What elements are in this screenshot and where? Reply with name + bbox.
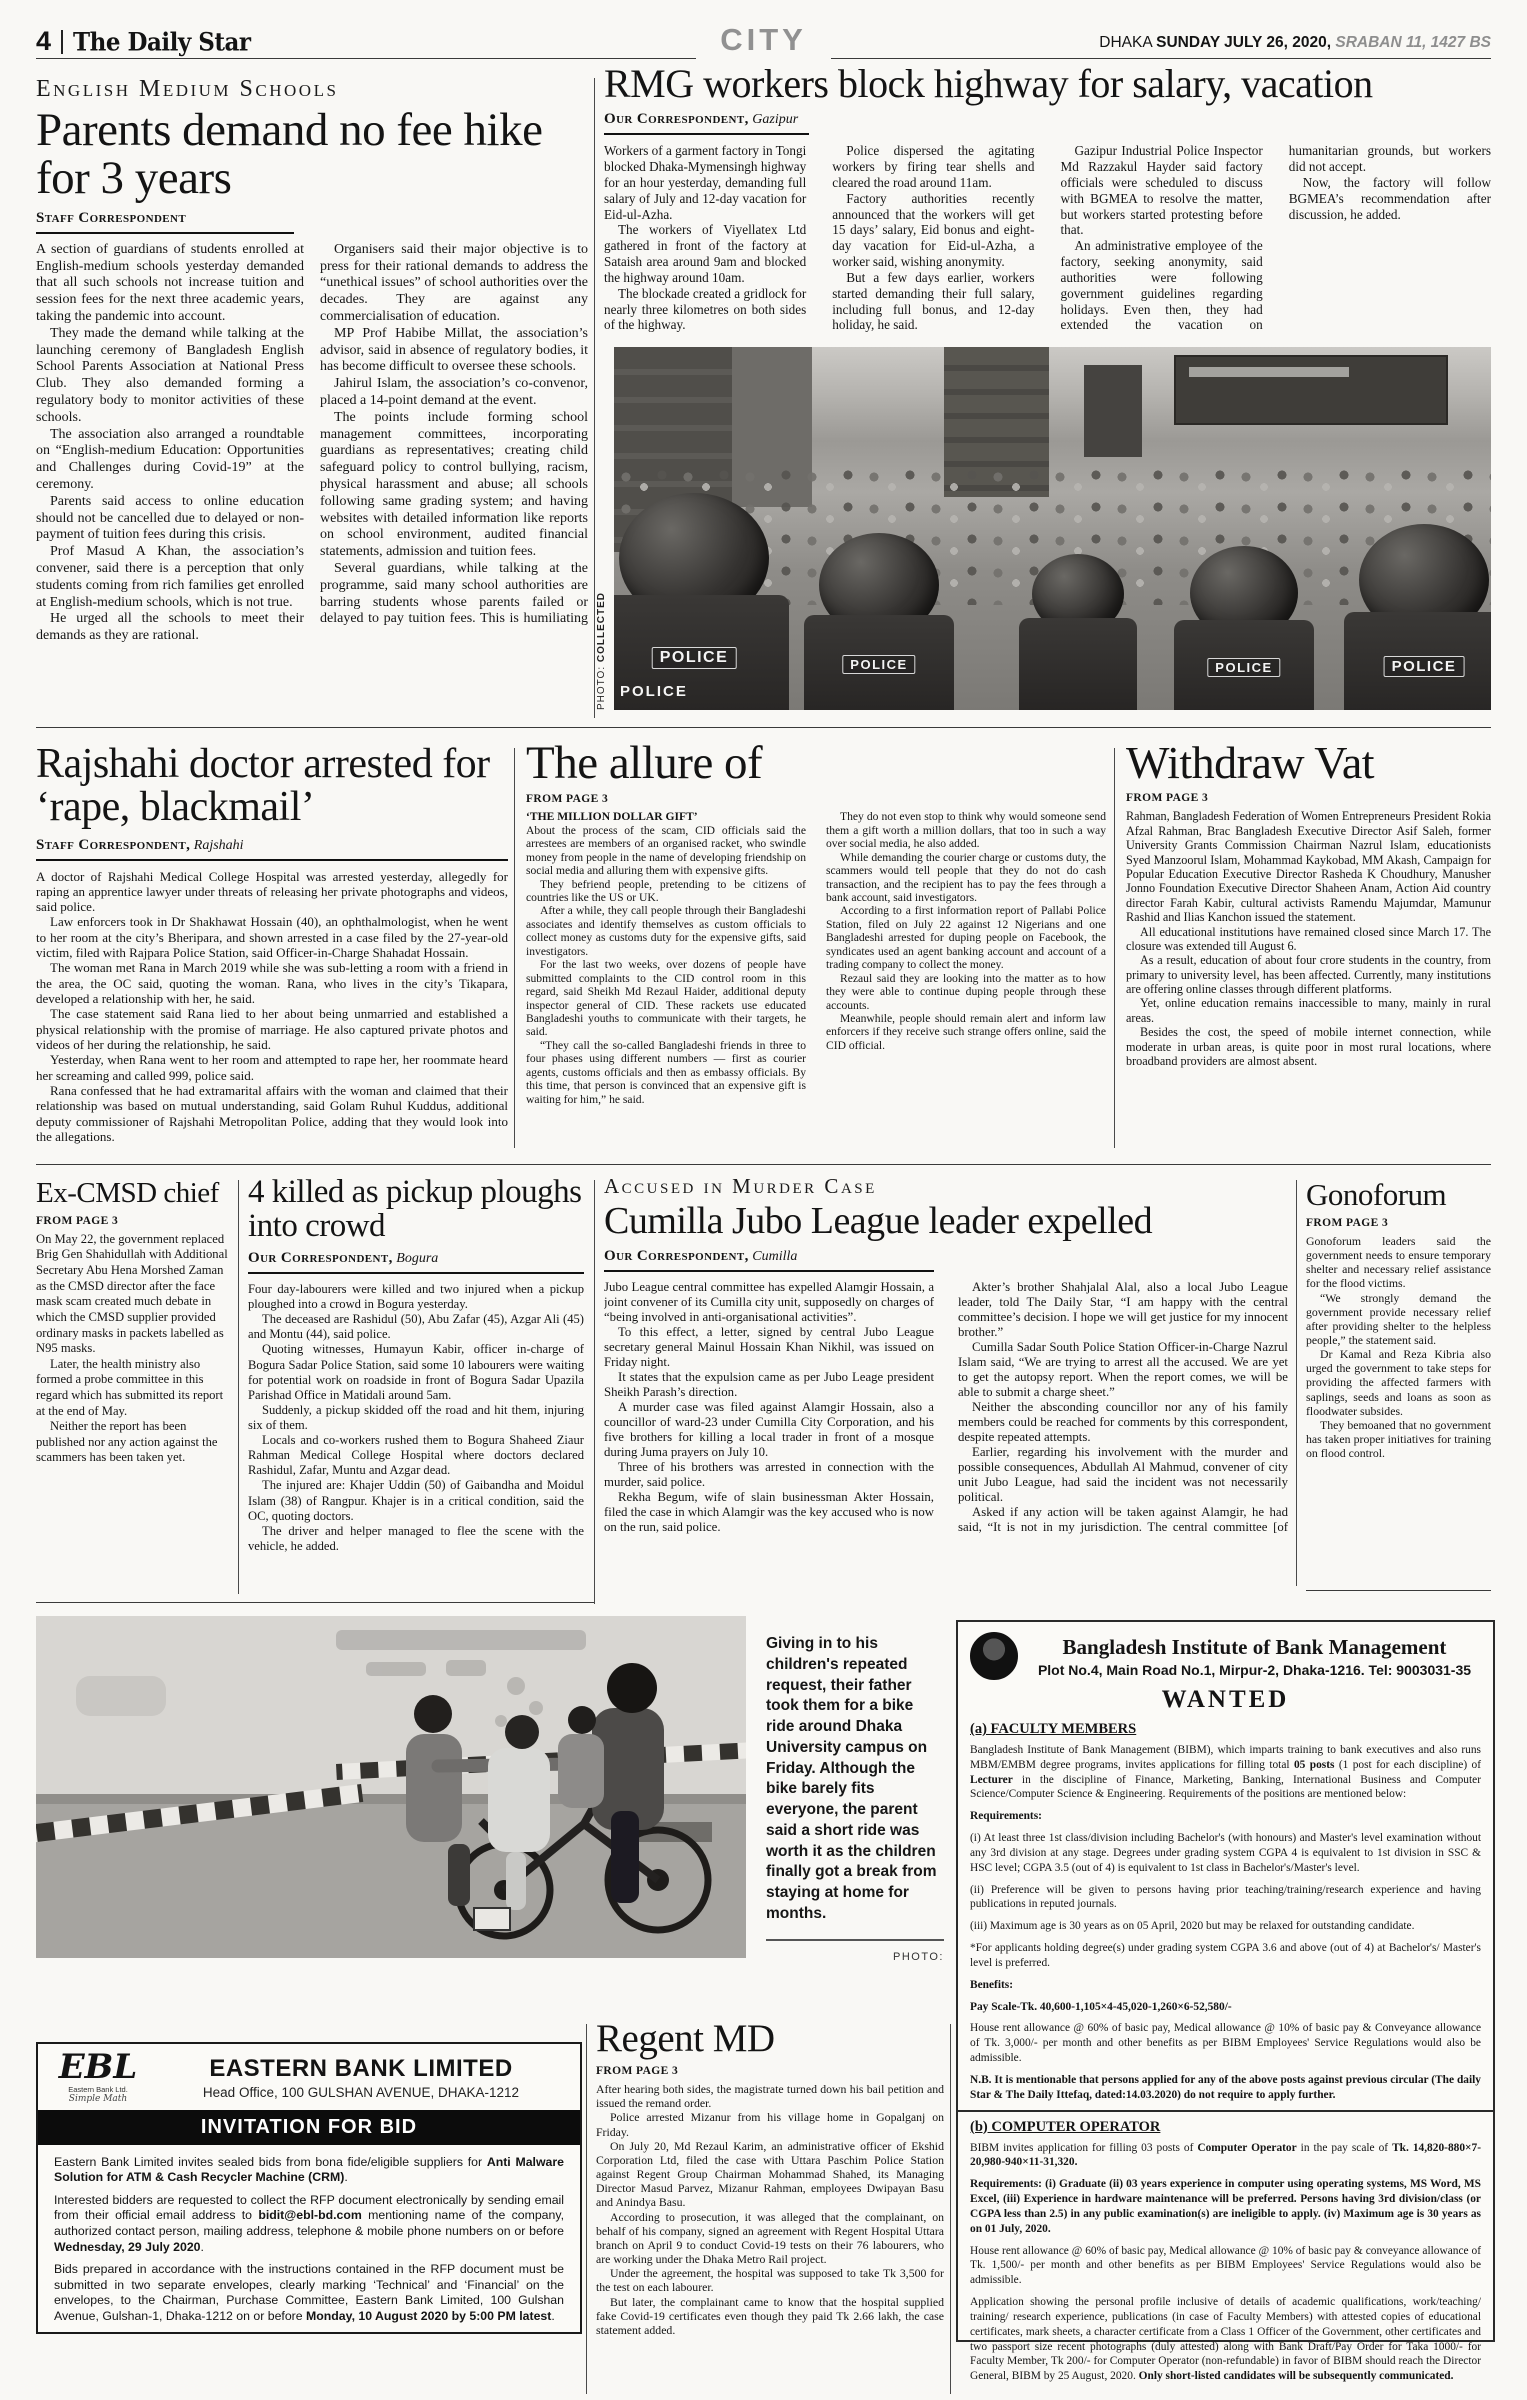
ebl-body	[38, 2145, 580, 2342]
byline: Our Correspondent,	[248, 1249, 393, 1266]
article-body	[526, 810, 1106, 1132]
paragraph: The driver and helper managed to flee the scene with the vehicle, he added.	[248, 1523, 584, 1553]
photo-credit-text	[596, 592, 607, 710]
masthead-rule-left	[36, 58, 696, 59]
photo-credit-name: COLLECTED	[595, 591, 607, 663]
bibm-wanted-title: WANTED	[1161, 1686, 1290, 1713]
column-divider	[1296, 1180, 1297, 1586]
paragraph: To this effect, a letter, signed by central Jubo League secretary general Mainul Hossain Khan Nikhil, was issued on Friday night.	[604, 1325, 934, 1369]
byline-rule	[604, 133, 809, 135]
paragraph: Law enforcers took in Dr Shakhawat Hossain (40), an ophthalmologist, when he went to her room at the city’s Bheripara, and shown arrested in a case filed by the 27-year-old victim, filed with Rajpara Police Station, said Officer-in-Charge Shahadat Hossain.	[36, 914, 508, 961]
paragraph: The injured are: Khajer Uddin (50) of Gaibandha and Moidul Islam (38) of Rangpur. Khajer is in a critical condition, said the OC, quoting doctors.	[248, 1478, 584, 1523]
police-vest	[1174, 620, 1314, 710]
paragraph: Quoting witnesses, Humayun Kabir, officer in-charge of Bogura Sadar Police Station, said some 10 labourers were waiting for potential work on roadside in front of Bogura Sadar Upazila Parishad Office in Matidali around 5am.	[248, 1342, 584, 1402]
paragraph: Interested bidders are requested to collect the RFP document electronically by sending email from their official email address to bidit@ebl-bd.com mentioning name of the company, authorized contact person, mailing address, telephone & mobile phone numbers on or before Wednesday, 29 July 2020.	[54, 2192, 564, 2254]
paragraph: Under the agreement, the hospital was supposed to take Tk 3,500 for the test on each labourer.	[596, 2266, 944, 2295]
article-body	[1306, 1234, 1491, 1572]
paragraph: Cumilla Sadar South Police Station Officer-in-Charge Nazrul Islam said, “We are trying to arrest all the accused. We are yet to get the autopsy report. When the report comes, we will be able to submit a charge sheet.”	[958, 1340, 1288, 1399]
paragraph: Rana confessed that he had extramarital affairs with the woman and claimed that their relationship was based on mutual understanding, said Golam Ruhul Kuddus, additional deputy commissioner of Rajshahi Metropolitan Police, adding that they would look into the allegations.	[36, 1083, 508, 1145]
ebl-logo-mark: EBL	[58, 2047, 138, 2087]
column-divider	[1114, 748, 1115, 1148]
byline-rule	[36, 232, 294, 234]
paragraph: After hearing both sides, the magistrate turned down his bail petition and issued the remand order.	[596, 2082, 944, 2111]
story-headline: Withdraw Vat	[1126, 737, 1375, 788]
paragraph: House rent allowance @ 60% of basic pay, Medical allowance @ 10% of basic pay & conveyance allowance of Tk. 1,500/- per month and other benefits as per BIBM Employees' Service Regulations would also be admissible.	[970, 2244, 1481, 2287]
byline-row	[36, 209, 588, 234]
paragraph: MP Prof Habibe Millat, the association’s advisor, said in absence of regulatory bodies, it has become difficult to oversee these schools.	[320, 325, 588, 375]
from-page-label: FROM PAGE 3	[1126, 792, 1209, 805]
byline-place: Rajshahi	[190, 837, 244, 853]
paragraph: Asked if any action will be taken against Alamgir, he had said, “It is not in my jurisdiction. The central committee [of	[958, 1504, 1288, 1534]
paragraph: Besides the cost, the speed of mobile internet connection, while moderate in urban areas, is quite poor in most rural locations, where broadband providers are almost absent.	[1126, 1025, 1491, 1069]
paragraph: Yet, online education remains inaccessible to many, mainly in rural areas.	[1126, 996, 1491, 1025]
story-kicker: English Medium Schools	[36, 76, 339, 102]
photo-credit	[594, 347, 608, 710]
police-figure	[1019, 554, 1137, 710]
paragraph: Bids prepared in accordance with the instructions contained in the RFP document must be submitted in two separate envelopes, clearly marking ‘Technical’ and ‘Financial’ on the envelopes, to the Chairman, Purchase Committee, Eastern Bank Limited, 100 Gulshan Avenue, Gulshan-1, Dhaka-1212 on or before Monday, 10 August 2020 by 5:00 PM latest.	[54, 2262, 564, 2324]
paragraph: An administrative employee of the factory, seeking anonymity, said authorities were following government guidelines regarding holidays. Even then, they had extended the vacation on humanitarian grounds, but workers did not accept.	[1060, 143, 1491, 333]
photo-credit-label: PHOTO:	[893, 1950, 944, 1963]
story-headline: 4 killed as pickup ploughs into crowd	[248, 1174, 582, 1244]
paragraph: ‘THE MILLION DOLLAR GIFT’	[526, 810, 698, 824]
bibm-section-b-title: (b) COMPUTER OPERATOR	[970, 2118, 1161, 2135]
paragraph: (iii) Maximum age is 30 years as on 05 April, 2020 but may be relaxed for outstanding candidate.	[970, 1920, 1415, 1933]
ebl-ad	[36, 2042, 582, 2334]
paragraph: Organisers said their major objective is to press for their rational demands to address the “unethical issues” of school authorities over the decades. They are against any commercialisation of education.	[320, 241, 588, 324]
paragraph: It states that the expulsion came as per Jubo Leage president Sheikh Parash’s direction.	[604, 1369, 934, 1399]
byline-place: Cumilla	[748, 1249, 798, 1265]
paragraph: Jahirul Islam, the association’s co-convenor, placed a 14-point demand at the event.	[320, 376, 588, 408]
police-vest	[1019, 618, 1137, 710]
paragraph: The workers of Viyellatex Ltd gathered in front of the factory at Sataish area around 9am and blocked the highway around 10am.	[604, 222, 807, 285]
masthead-date	[1099, 34, 1491, 52]
paragraph: A murder case was filed against Alamgir Hossain, also a councillor of ward-23 under Cumilla City Corporation, and his five brothers for killing a local trader in front of a mosque during Juma prayers on July 10.	[604, 1399, 934, 1459]
police-figure	[1344, 524, 1491, 710]
paragraph: All educational institutions have remained closed since March 17. The closure was extended till August 6.	[1126, 924, 1491, 953]
paragraph: Gonoforum leaders said the government needs to ensure temporary shelter and necessary relief assistance for the flood victims.	[1306, 1233, 1491, 1291]
photo-banner	[1174, 355, 1448, 425]
photo-caption: Giving in to his children's repeated request, their father took them for a bike ride around Dhaka University campus on Friday. Although the bike barely fits everyone, the parent said a short ride was worth it as the children finally got a break from staying at home for months.	[766, 1635, 937, 1922]
police-vest	[804, 615, 954, 710]
article-body	[604, 143, 1491, 339]
paragraph: The case statement said Rana lied to her about being unmarried and established a physical relationship with the promise of marriage. He also captured private photos and videos of her during the relationship, he said.	[36, 1006, 508, 1053]
byline-row	[604, 1247, 1288, 1272]
from-page-label: FROM PAGE 3	[1306, 1216, 1389, 1229]
paragraph: Later, the health ministry also formed a probe committee in this regard which has submitted its report at the end of May.	[36, 1356, 224, 1418]
paragraph: “They call the so-called Bangladeshi friends in three to four phases using different numbers — first as courier agents, customs officials and then as embassy officials. By this time, that person is convinced that an expensive gift is waiting for him,” he said.	[526, 1038, 806, 1106]
bibm-address: Plot No.4, Main Road No.1, Mirpur-2, Dhaka-1216. Tel: 9003031-35	[1037, 1661, 1472, 1678]
police-vest	[1344, 612, 1491, 710]
story-kicker: Accused in Murder Case	[604, 1174, 877, 1198]
police-figure	[804, 533, 954, 710]
bike-photo	[36, 1616, 746, 1958]
paragraph: But later, the complainant came to know that the hospital supplied fake Covid-19 certificates even though they paid Tk 2.66 lakh, the case statement added.	[596, 2294, 944, 2337]
paragraph: The association also arranged a roundtable on “English-medium Education: Opportunities and Challenges during Covid-19” at the ceremony.	[36, 426, 304, 492]
byline-row	[36, 836, 508, 861]
paragraph: Rahman, Bangladesh Federation of Women Entrepreneurs President Rokia Afzal Rahman, Brac Bangladesh Executive Director Asif Saleh, former University Grants Commission Chairman Nazrul Islam, educationists Syed Manzoorul Islam, Mohammad Kaykobad, MM Akash, Campaign for Popular Education Executive Director Rasheda K Choudhury, Manusher Jonno Foundation Executive Director Shaheen Anam, Action Aid country director Farah Kabir, cultural activists Ramendu Majumdar, Mamunur Rashid and Ilias Kanchon issued the statement.	[1126, 809, 1491, 925]
paragraph: Benefits:	[970, 1978, 1014, 1991]
paragraph: Dr Kamal and Reza Kibria also urged the government to take steps for providing the affected farmers with saplings, seeds and loans as soon as floodwater subsides.	[1306, 1347, 1491, 1418]
paragraph: About the process of the scam, CID officials said the arrestees are members of an organised racket, who swindle money from people in the name of developing friendship on social media and alluring them with expensive gifts.	[526, 823, 806, 878]
masthead-city: DHAKA	[1099, 34, 1157, 51]
ebl-banner: INVITATION FOR BID	[38, 2110, 580, 2145]
article-body	[248, 1282, 584, 1582]
article-body	[36, 242, 588, 654]
police-figure	[614, 493, 789, 710]
daily-star-logo: The Daily Star	[73, 27, 251, 58]
article-body	[596, 2082, 944, 2382]
paragraph: Requirements:	[970, 1810, 1042, 1823]
paragraph: Workers of a garment factory in Tongi blocked Dhaka-Mymensingh highway for an hour yesterday, demanding full salary of July and 12-day vacation for Eid-ul-Azha.	[604, 143, 807, 222]
protest-photo	[614, 347, 1491, 710]
paragraph: But a few days earlier, workers started demanding their full salary, including full bonus, and 12-day holiday, he said.	[832, 269, 1035, 333]
paragraph: House rent allowance @ 60% of basic pay, Medical allowance @ 10% of basic pay & Conveyance allowance of Tk. 3,000/- per month and other benefits as per BIBM Employees' Service Regulations would also be admissible.	[970, 2022, 1481, 2065]
paragraph: N.B. It is mentionable that persons applied for any of the above posts against previous circular (The daily Star & The Daily Ittefaq, dated:14.03.2020) do not require to apply further.	[970, 2073, 1481, 2101]
story-headline: Rajshahi doctor arrested for ‘rape, blackmail’	[36, 741, 490, 831]
from-page-label: FROM PAGE 3	[526, 793, 609, 806]
paragraph: Police dispersed the agitating workers by firing tear shells and cleared the road around 11am.	[832, 143, 1035, 190]
bibm-section-a-body	[970, 1743, 1481, 2103]
column-divider	[594, 1180, 595, 1604]
story-gonoforum	[1306, 1176, 1491, 1584]
paragraph: Eastern Bank Limited invites sealed bids from bona fide/eligible suppliers for Anti Malware Solution for ATM & Cash Recycler Machine (CRM).	[54, 2154, 564, 2185]
paragraph: Rekha Begum, wife of slain businessman Akter Hossain, filed the case in which Alamgir was the key accused who is now on the run, said police.	[604, 1489, 934, 1534]
ebl-address: Head Office, 100 GULSHAN AVENUE, DHAKA-1212	[202, 2085, 520, 2101]
police-label: POLICE	[842, 655, 915, 674]
column-divider	[950, 2024, 951, 2394]
ebl-logo	[50, 2047, 146, 2104]
paragraph: Yesterday, when Rana went to her room and attempted to rape her, her roommate heard her screaming and called 999, police said.	[36, 1052, 508, 1083]
story-withdraw-vat	[1126, 736, 1491, 1158]
column-divider	[514, 748, 515, 1148]
byline: Staff Correspondent	[36, 209, 187, 226]
bibm-header	[970, 1632, 1481, 1680]
ebl-tagline: Simple Math	[68, 2093, 128, 2104]
paragraph: Requirements: (i) Graduate (ii) 03 years experience in computer using operating systems, MS Word, MS Excel, (iii) Experience in hardware maintenance will be preferred. Persons having 3rd division/class (or CGPA less than 2.5) in any public examination(s) are ineligible to apply. (iv) Maximum age is 30 years as on 01 July, 2020.	[970, 2178, 1481, 2235]
paragraph: Pay Scale-Tk. 40,600-1,105×4-45,020-1,260×6-52,580/-	[970, 2000, 1232, 2013]
paragraph: Neither the absconding councillor nor any of his family members could be reached for comments by this correspondent, despite repeated attempts.	[958, 1399, 1288, 1444]
masthead-rule-right	[831, 58, 1491, 59]
article-body	[36, 1232, 228, 1584]
police-label: POLICE	[652, 647, 737, 669]
story-headline: Gonoforum	[1306, 1177, 1447, 1212]
photo-credit-name	[766, 1963, 944, 1964]
paragraph: (i) At least three 1st class/division including Bachelor's (with honours) and Master's level examination without any 3rd division at any stage. Degrees under grading system CGPA 4 is equivalent to 1st division in SSC & HSC level; CGPA 3.5 (out of 4) is equivalent to 1st class in Bachelor's/Master's level.	[970, 1832, 1481, 1874]
article-body	[36, 868, 508, 1145]
paragraph: He urged all the schools to meet their demands as they are rational.	[36, 611, 304, 644]
paragraph: While demanding the courier charge or customs duty, the scammers would tell people that they do not do cash transaction, and the recipient has to pay the fees through a bank account, said investigators.	[826, 850, 1106, 905]
paragraph: Four day-labourers were killed and two injured when a pickup ploughed into a crowd in Bogura yesterday.	[248, 1281, 584, 1312]
page-number: 4	[36, 26, 52, 56]
paragraph: On May 22, the government replaced Brig Gen Shahidullah with Additional Secretary Abu Hena Morshed Zaman as the CMSD director after the face mask scam created much debate in which the CMSD supplier provided ordinary masks in packets labelled as N95 masks.	[36, 1231, 228, 1356]
byline-row	[248, 1249, 584, 1274]
paragraph: They made the demand while talking at the launching ceremony of Bangladesh English School Parents Association at National Press Club. They also demanded forming a regulatory body to monitor activities of these schools.	[36, 325, 304, 425]
paragraph: A doctor of Rajshahi Medical College Hospital was arrested yesterday, allegedly for raping an apprentice lawyer under threats of releasing her private photographs and videos, said police.	[36, 868, 508, 915]
paragraph: Police arrested Mizanur from his village home in Gopalganj on Friday.	[596, 2110, 944, 2139]
paragraph: Gazipur Industrial Police Inspector Md Razzakul Hayder said factory officials were scheduled to discuss with BGMEA to resolve the matter, but workers started protesting before that.	[1060, 143, 1263, 238]
photo-credit	[766, 1951, 944, 1964]
paragraph: The points include forming school management committees, incorporating guardians as representatives; creating child safeguard policy to control bullying, racism, physical harassment and abuse; all schools following same grading system; and having websites with detailed information like reports on school environment, audited financial statements, admission and tuition fees.	[320, 409, 588, 560]
bibm-logo-icon	[970, 1632, 1018, 1680]
bibm-section-a-title: (a) FACULTY MEMBERS	[970, 1721, 1137, 1737]
police-figure	[1174, 546, 1314, 710]
byline-rule	[248, 1272, 584, 1274]
story-headline: Regent MD	[596, 2017, 775, 2060]
paragraph: They do not even stop to think why would someone send them a gift worth a million dollars, that too in such a way over social media, he also added.	[826, 810, 1106, 851]
paragraph: The blockade created a gridlock for nearly three kilometres on both sides of the highway.	[604, 285, 807, 333]
paragraph: According to prosecution, it was alleged that the complainant, on behalf of his company, signed an agreement with Regent Hospital Uttara branch on April 9 to conduct Covid-19 tests on their 76 labourers, who are working under the Dhaka Metro Rail project.	[596, 2209, 944, 2267]
bibm-section-b-body	[970, 2141, 1481, 2384]
story-regent-md	[596, 2016, 944, 2400]
story-headline: Parents demand no fee hike for 3 years	[36, 104, 543, 205]
byline-place: Gazipur	[748, 112, 799, 128]
caption-rule	[766, 1939, 944, 1941]
ebl-logo-text: Eastern Bank Ltd.	[68, 2084, 128, 2094]
bike-photo-art	[36, 1616, 746, 1958]
article-body	[1126, 809, 1491, 1139]
paragraph: “We strongly demand the government provide necessary relief after providing shelter to the helpless people,” the statement said.	[1306, 1290, 1491, 1348]
paragraph: Earlier, regarding his involvement with the murder and possible consequences, Abdullah Al Mahmud, convener of city unit Jubo League, had said the incident was not necessarily political.	[958, 1444, 1288, 1504]
police-label: POLICE	[1207, 658, 1280, 677]
byline-row	[604, 110, 1491, 135]
paragraph: Neither the report has been published nor any action against the scammers has been taken yet.	[36, 1419, 218, 1465]
paragraph: Rezaul said they are looking into the matter as to how they were able to continue duping people through these accounts.	[826, 971, 1106, 1012]
paragraph: Parents said access to online education should not be cancelled due to delayed or non-payment of tuition fees during this crisis.	[36, 493, 304, 543]
paragraph: Now, the factory will follow BGMEA’s recommendation after discussion, he added.	[1288, 174, 1491, 222]
paragraph: They befriend people, pretending to be citizens of countries like the US or UK.	[526, 877, 806, 905]
photo-banner-text	[1189, 367, 1349, 377]
byline-rule	[604, 1270, 934, 1272]
bibm-divider	[958, 2110, 1493, 2112]
paragraph: Jubo League central committee has expelled Alamgir Hossain, a joint convener of its Cumilla city unit, supposedly on charges of “being involved in anti-organisational activities”.	[604, 1280, 934, 1325]
paragraph: On July 20, Md Rezaul Karim, an administrative officer of Ekshid Corporation Ltd, filed the case with Uttara Paschim Police Station against Regent Group Chairman Mohammad Shahed, its Managing Director Masud Parvez, Mizanur Rahman, employees Dwipayan Basu and Anindya Basu.	[596, 2138, 944, 2210]
paragraph: (ii) Preference will be given to persons having prior teaching/training/research experience and having publications in reputed journals.	[970, 1883, 1481, 1911]
paragraph: They bemoaned that no government has taken proper initiatives for training on flood control.	[1306, 1417, 1491, 1461]
police-label: POLICE	[620, 683, 688, 700]
band-rule-right	[1306, 1590, 1491, 1591]
paragraph: Three of his brothers was arrested in connection with the murder, said police.	[604, 1459, 934, 1489]
byline: Staff Correspondent,	[36, 836, 191, 853]
paragraph: *For applicants holding degree(s) under grading system CGPA 3.6 and above (out of 4) at Bachelor's/ Master's level is preferred.	[970, 1942, 1481, 1969]
paragraph: Akter’s brother Shahjalal Alal, also a local Jubo League leader, told The Daily Star, “I am happy with the central committee’s decision. I hope we will get justice for my innocent brother.”	[958, 1280, 1288, 1340]
byline: Our Correspondent,	[604, 111, 749, 128]
paragraph: Locals and co-workers rushed them to Bogura Shaheed Ziaur Rahman Medical College Hospital where doctors declared Rashidul, Zafar, Muntu and Azgar dead.	[248, 1433, 584, 1478]
story-headline: The allure of	[526, 737, 763, 789]
paragraph: Prof Masud A Khan, the association’s convener, said there is a perception that only students coming from rich families get enrolled at English-medium schools, which is not true.	[36, 544, 304, 610]
paragraph: After a while, they call people through their Bangladeshi associates and identify themselves as custom officials to collect money as customs duty for the expensive gifts, said investigators.	[526, 904, 806, 958]
paragraph: A section of guardians of students enrolled at English-medium schools yesterday demanded that all such schools not increase tuition and session fees for the next three academic years, taking the pandemic into account.	[36, 241, 304, 324]
story-headline: Ex-CMSD chief	[36, 1177, 219, 1209]
paragraph: Bangladesh Institute of Bank Management (BIBM), which imparts training to bank executives and also runs MBM/EMBM degree programs, invites applications for filling total 05 posts (1 post for each discipline) of Lecturer in the discipline of Finance, Marketing, Banking, International Business and Computer Science/Computer Science & Engineering. Requirements of the positions are mentioned below:	[970, 1744, 1481, 1801]
band-rule-left	[36, 1602, 594, 1603]
band-rule	[36, 1164, 1491, 1165]
paragraph: The woman met Rana in March 2019 while she was sub-letting a room with a friend in the area, the OC said, quoting the woman. Rana, who lives in the city’s Tikapara, developed a relationship with her, he said.	[36, 960, 508, 1007]
paragraph: As a result, education of about four crore students in the country, from primary to university level, has been affected. Currently, many institutions are offering online classes through different platforms.	[1126, 953, 1491, 997]
band-rule	[36, 727, 1491, 728]
ebl-org	[154, 2055, 568, 2100]
story-parents	[36, 76, 588, 720]
story-ex-cmsd	[36, 1176, 228, 1596]
paragraph: BIBM invites application for filling 03 posts of Computer Operator in the pay scale of Tk. 14,820-880×7-20,980-940×11-31,320.	[970, 2141, 1482, 2169]
story-headline: RMG workers block highway for salary, vacation	[604, 61, 1373, 106]
ebl-name: EASTERN BANK LIMITED	[209, 2055, 513, 2083]
byline: Our Correspondent,	[604, 1248, 749, 1265]
photo-caption-block	[766, 1634, 944, 1964]
from-page-label: FROM PAGE 3	[596, 2065, 679, 2078]
story-pickup	[248, 1172, 584, 1596]
bibm-name: Bangladesh Institute of Bank Management	[1062, 1634, 1447, 1659]
masthead-date-gregorian: SUNDAY JULY 26, 2020,	[1156, 34, 1336, 51]
byline-rule	[36, 859, 508, 861]
story-rajshahi	[36, 740, 508, 1158]
from-page-label: FROM PAGE 3	[36, 1214, 119, 1227]
paragraph: The deceased are Rashidul (50), Abu Zafar (45), Azgar Ali (45) and Montu (44), said police.	[248, 1312, 584, 1342]
column-divider	[586, 2024, 587, 2394]
column-divider	[238, 1180, 239, 1594]
paragraph: For the last two weeks, over dozens of people have submitted complaints to the CID control room in this regard, said Sheikh Md Rezaul Haider, additional deputy inspector general of CID. These rackets use educated Bangladeshi youths to communicate with their targets, he said.	[526, 958, 806, 1039]
byline-place: Bogura	[392, 1250, 439, 1266]
photo-credit-label: PHOTO:	[595, 662, 607, 710]
story-cumilla	[604, 1174, 1288, 1594]
paragraph: Several guardians, while talking at the programme, said many school authorities are barring students whose parents failed or delayed to pay tuition fees. This is humiliating	[320, 560, 588, 627]
story-headline: Cumilla Jubo League leader expelled	[604, 1200, 1153, 1242]
paragraph: Application showing the personal profile inclusive of details of academic qualifications, work/teaching/ training/ research experience, publications (in case of Faculty Members) with attested copies of educational certificates, mark sheets, a character certificate from a Class 1 Officer of the Government, other certificates and two passport size recent photographs (duly attested) along with Bank Draft/Pay Order for Taka 1000/- for Faculty Member, Tk 200/- for Computer Operator (non-refundable) in favor of BIBM should reach the Director General, BIBM by 25 August, 2020. Only short-listed candidates will be subsequently communicated.	[970, 2296, 1481, 2383]
article-body	[604, 1280, 1288, 1548]
photo-signpost	[1084, 365, 1142, 457]
bibm-org	[1028, 1635, 1481, 1678]
paragraph: Suddenly, a pickup skidded off the road and hit them, injuring six of them.	[248, 1402, 584, 1432]
story-rmg	[604, 60, 1491, 360]
paragraph: Factory authorities recently announced that the workers will get 15 days’ salary, Eid bonus and eight-day vacation for Eid-ul-Azha, a worker said, wishing anonymity.	[832, 190, 1035, 270]
police-label: POLICE	[1384, 656, 1465, 677]
ebl-header	[38, 2044, 580, 2110]
masthead-date-bangla: SRABAN 11, 1427 BS	[1335, 34, 1491, 51]
paragraph: According to a first information report of Pallabi Police Station, filed on July 22 against 12 Nigerians and one Bangladeshi arrested for duping people on Facebook, the syndicates used an agent banking account and account of a trading company to collect the money.	[826, 904, 1106, 972]
story-allure	[526, 736, 1106, 1158]
paragraph: Meanwhile, people should remain alert and inform law enforcers if they receive such strange offers online, said the CID official.	[826, 1011, 1106, 1052]
bibm-ad	[956, 1620, 1495, 2383]
section-title: CITY	[720, 22, 807, 57]
